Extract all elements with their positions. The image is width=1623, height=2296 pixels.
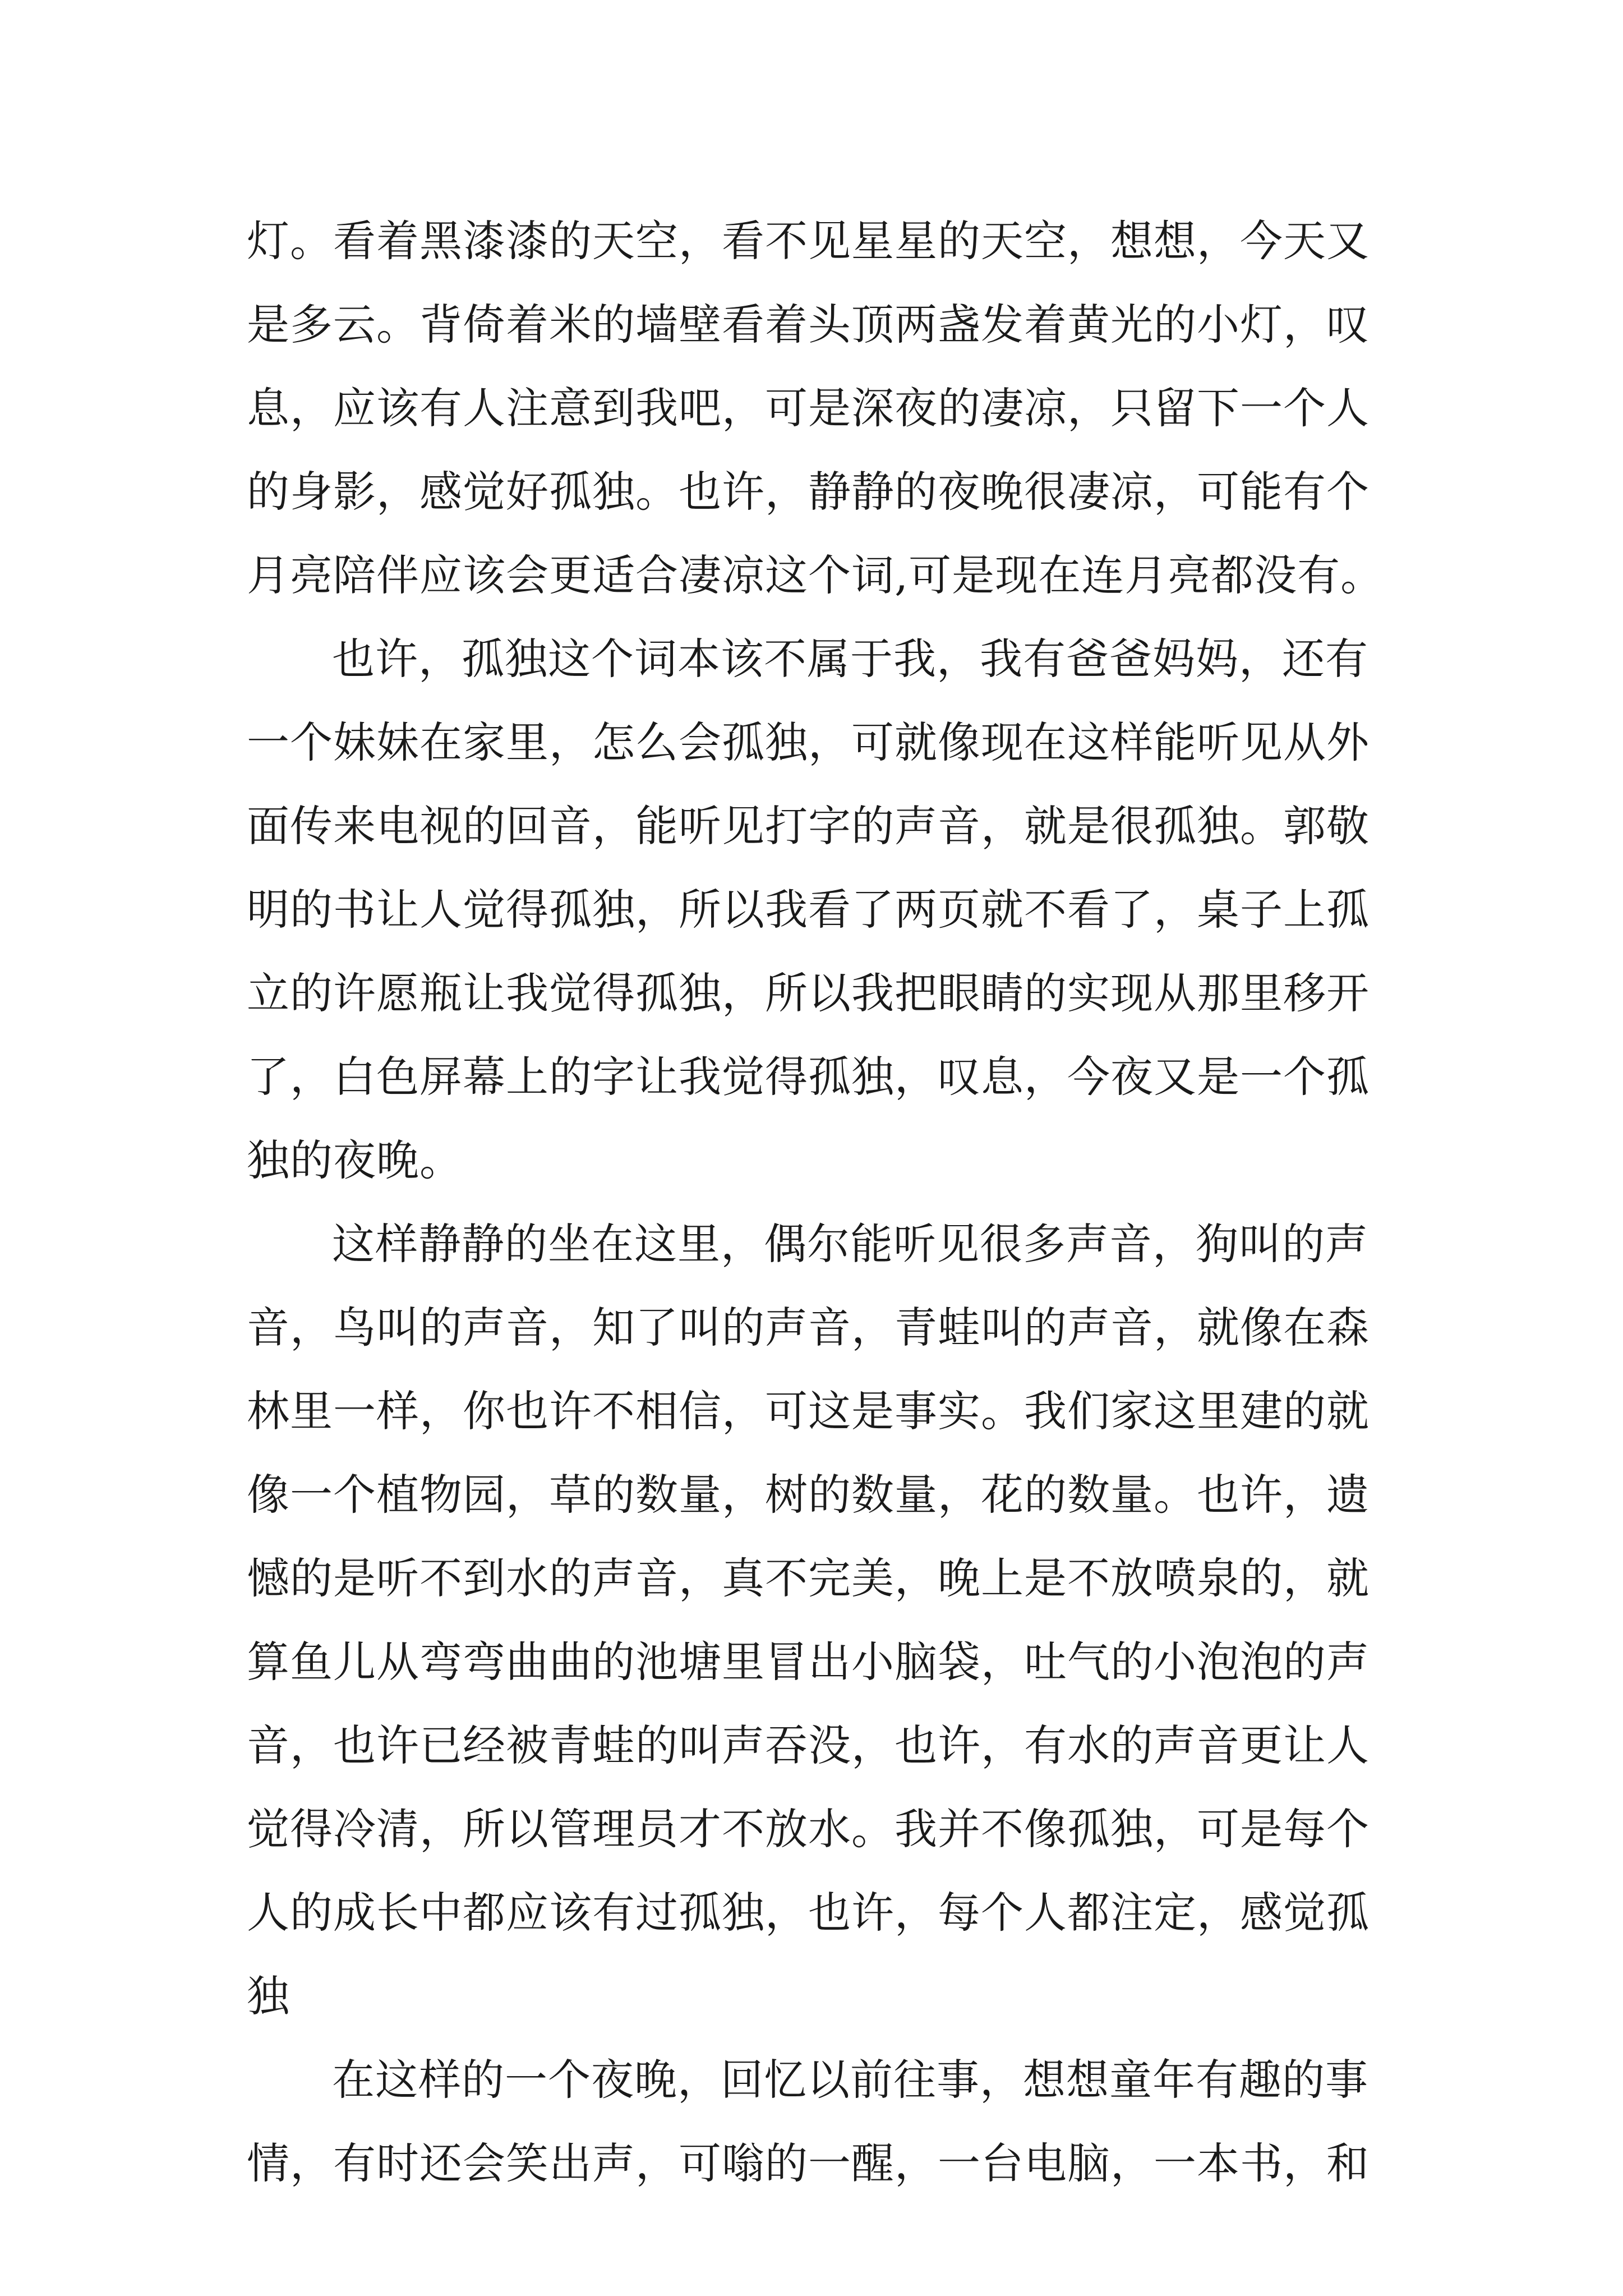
text-line: 明的书让人觉得孤独，所以我看了两页就不看了，桌子上孤 <box>247 885 1370 935</box>
text-line: 这样静静的坐在这里，偶尔能听见很多声音，狗叫的声 <box>332 1219 1368 1269</box>
text-line: 月亮陪伴应该会更适合凄凉这个词,可是现在连月亮都没有。 <box>247 550 1384 600</box>
text-line: 独的夜晚。 <box>247 1135 463 1185</box>
text-line: 独 <box>247 1971 290 2021</box>
paragraph-1 <box>247 199 1391 617</box>
text-line: 灯。看着黑漆漆的天空，看不见星星的天空，想想，今天又 <box>247 216 1370 266</box>
text-line: 音，鸟叫的声音，知了叫的声音，青蛙叫的声音，就像在森 <box>247 1303 1370 1352</box>
text-line: 像一个植物园，草的数量，树的数量，花的数量。也许，遗 <box>247 1470 1370 1520</box>
paragraph-2 <box>247 617 1391 1202</box>
text-line: 也许，孤独这个词本该不属于我，我有爸爸妈妈，还有 <box>332 634 1368 684</box>
text-line: 的身影，感觉好孤独。也许，静静的夜晚很凄凉，可能有个 <box>247 467 1370 517</box>
text-line: 算鱼儿从弯弯曲曲的池塘里冒出小脑袋，吐气的小泡泡的声 <box>247 1637 1370 1687</box>
paragraph-3 <box>247 1202 1391 2038</box>
text-line: 人的成长中都应该有过孤独，也许，每个人都注定，感觉孤 <box>247 1888 1370 1938</box>
document-body <box>247 199 1391 2205</box>
text-line: 觉得冷清，所以管理员才不放水。我并不像孤独，可是每个 <box>247 1804 1370 1854</box>
text-line: 音，也许已经被青蛙的叫声吞没，也许，有水的声音更让人 <box>247 1720 1370 1770</box>
text-line: 息，应该有人注意到我吧，可是深夜的凄凉，只留下一个人 <box>247 383 1370 433</box>
text-line: 了，白色屏幕上的字让我觉得孤独，叹息，今夜又是一个孤 <box>247 1052 1370 1102</box>
text-line: 憾的是听不到水的声音，真不完美，晚上是不放喷泉的，就 <box>247 1553 1370 1603</box>
text-line: 面传来电视的回音，能听见打字的声音，就是很孤独。郭敬 <box>247 801 1370 851</box>
text-line: 立的许愿瓶让我觉得孤独，所以我把眼睛的实现从那里移开 <box>247 968 1370 1018</box>
paragraph-4 <box>247 2038 1391 2205</box>
text-line: 在这样的一个夜晚，回忆以前往事，想想童年有趣的事 <box>332 2055 1368 2105</box>
text-line: 情，有时还会笑出声，可嗡的一醒，一台电脑，一本书，和 <box>247 2138 1370 2188</box>
text-line: 林里一样，你也许不相信，可这是事实。我们家这里建的就 <box>247 1386 1370 1436</box>
text-line: 是多云。背倚着米的墙壁看着头顶两盏发着黄光的小灯，叹 <box>247 300 1370 349</box>
text-line: 一个妹妹在家里，怎么会孤独，可就像现在这样能听见从外 <box>247 717 1370 767</box>
